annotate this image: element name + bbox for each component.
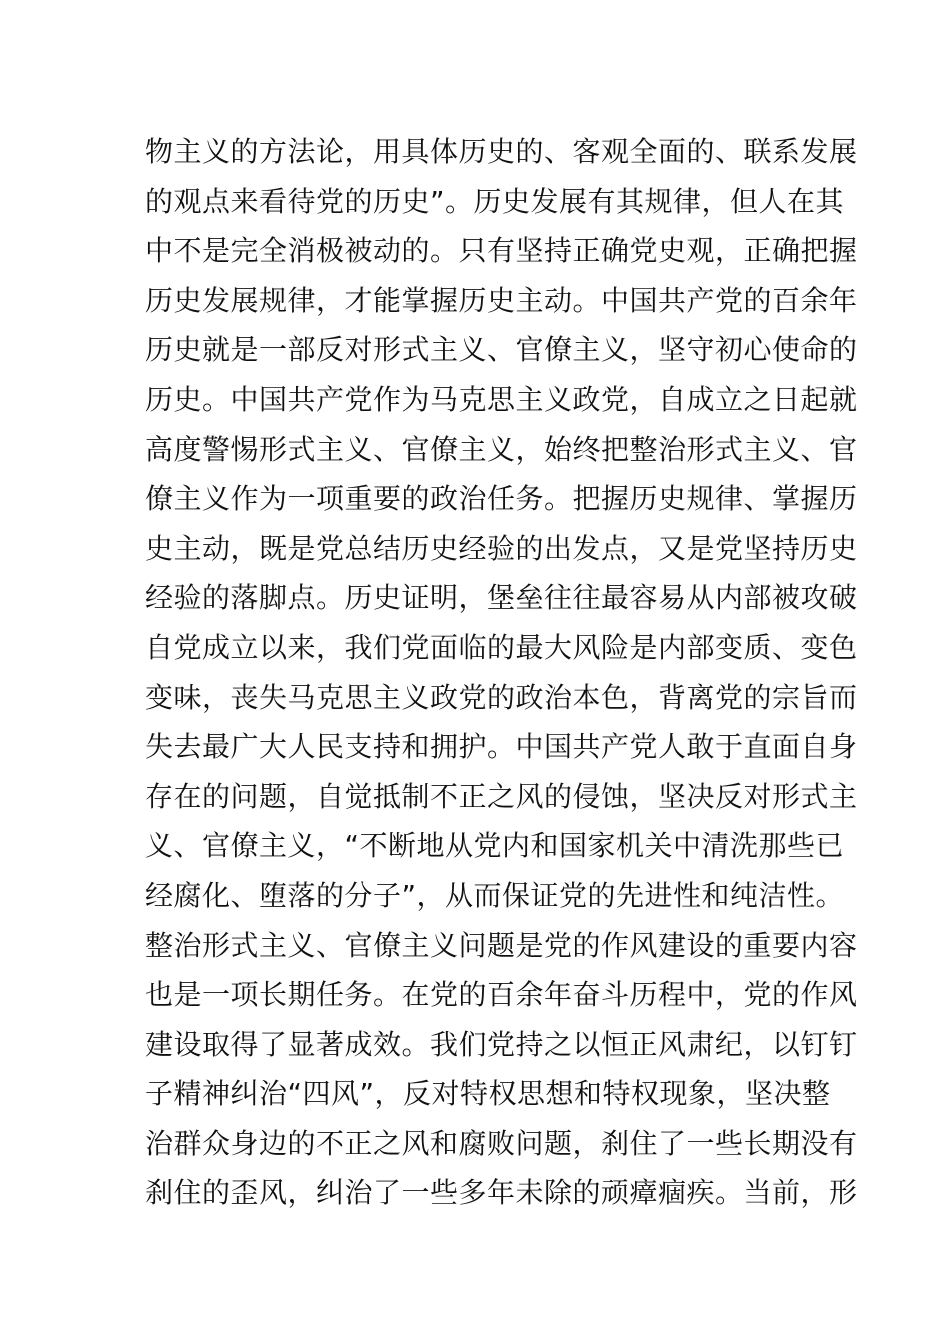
text-line: 中不是完全消极被动的。只有坚持正确党史观，正确把握 [145,234,858,268]
text-line: 变味，丧失马克思主义政党的政治本色，背离党的宗旨而 [145,680,858,714]
text-line: 历史发展规律，才能掌握历史主动。中国共产党的百余年 [145,283,858,317]
text-line: 历史就是一部反对形式主义、官僚主义，坚守初心使命的 [145,333,858,367]
text-line: 的观点来看待党的历史”。历史发展有其规律，但人在其 [145,184,845,218]
text-line: 高度警惕形式主义、官僚主义，始终把整治形式主义、官 [145,432,858,466]
text-line: 治群众身边的不正之风和腐败问题，刹住了一些长期没有 [145,1126,858,1160]
text-line: 自党成立以来，我们党面临的最大风险是内部变质、变色 [145,630,858,664]
text-line: 义、官僚主义，“不断地从党内和国家机关中清洗那些已 [145,829,845,863]
text-line: 僚主义作为一项重要的政治任务。把握历史规律、掌握历 [145,482,858,516]
text-line: 失去最广大人民支持和拥护。中国共产党人敢于直面自身 [145,730,858,764]
text-line: 整治形式主义、官僚主义问题是党的作风建设的重要内容 [145,928,858,962]
text-line: 经腐化、堕落的分子”，从而保证党的先进性和纯洁性。 [145,878,845,912]
text-line: 存在的问题，自觉抵制不正之风的侵蚀，坚决反对形式主 [145,779,858,813]
text-line: 历史。中国共产党作为马克思主义政党，自成立之日起就 [145,382,858,416]
text-line: 子精神纠治“四风”，反对特权思想和特权现象，坚决整 [145,1077,831,1111]
text-line: 刹住的歪风，纠治了一些多年未除的顽瘴痼疾。当前，形 [145,1176,858,1210]
body-text [145,127,858,1218]
text-line: 建设取得了显著成效。我们党持之以恒正风肃纪，以钉钉 [145,1027,858,1061]
text-line: 物主义的方法论，用具体历史的、客观全面的、联系发展 [145,135,858,168]
text-line: 也是一项长期任务。在党的百余年奋斗历程中，党的作风 [145,978,858,1012]
text-line: 经验的落脚点。历史证明，堡垒往往最容易从内部被攻破 [145,581,858,615]
text-line: 史主动，既是党总结历史经验的出发点，又是党坚持历史 [145,531,858,565]
